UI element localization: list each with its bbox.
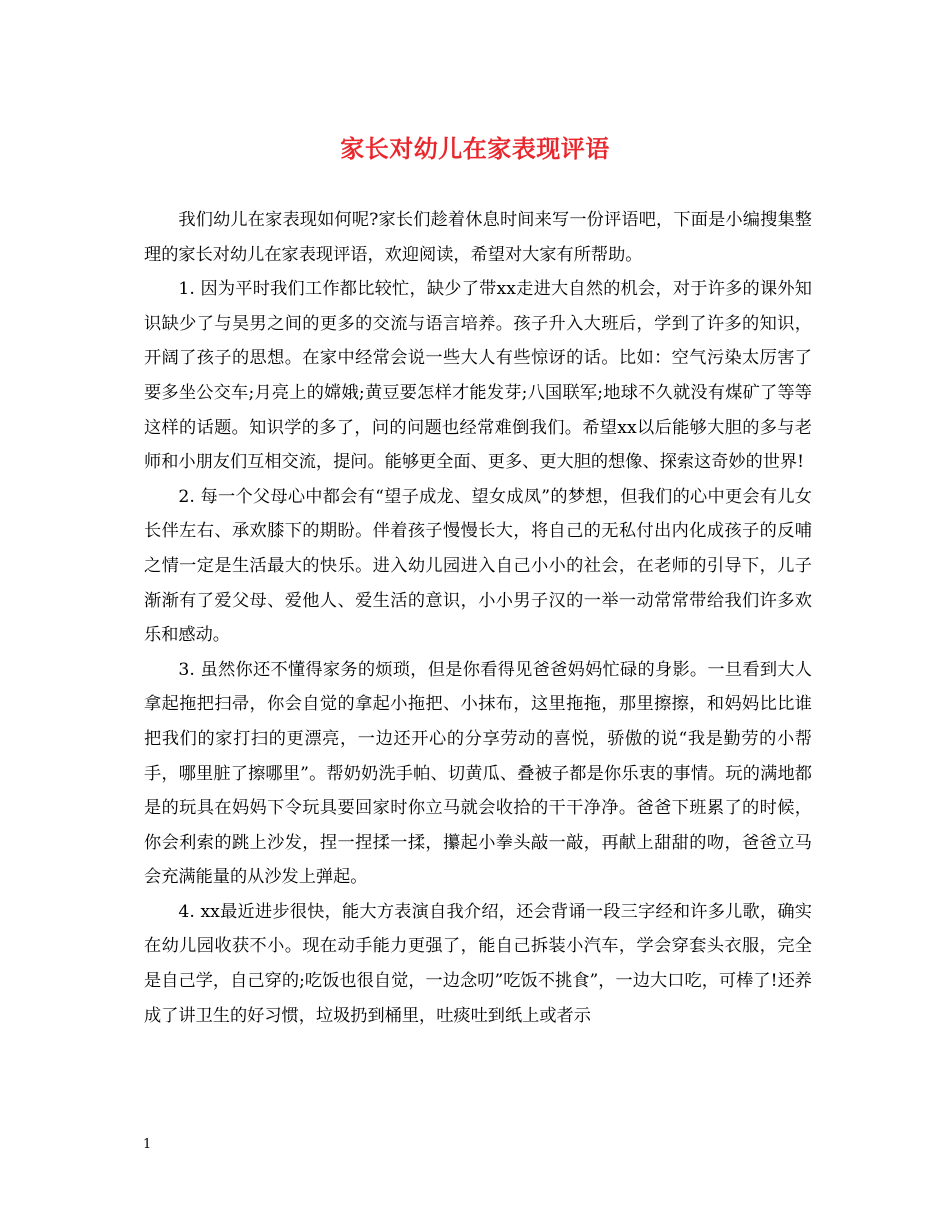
paragraph-item-4: 4. xx最近进步很快，能大方表演自我介绍，还会背诵一段三字经和许多儿歌，确实在幼儿园收获不小。现在动手能力更强了，能自己拆装小汽车，学会穿套头衣服，完全是自己学，自己穿的;吃饭也很自觉，一边念叨”吃饭不挑食”，一边大口吃，可棒了!还养成了讲卫生的好习惯，垃圾扔到桶里，吐痰吐到纸上或者示 bbox=[144, 901, 812, 1026]
page-number: 1 bbox=[143, 1137, 152, 1152]
document-title: 家长对幼儿在家表现评语 bbox=[340, 134, 610, 163]
paragraph-intro: 我们幼儿在家表现如何呢?家长们趁着休息时间来写一份评语吧，下面是小编搜集整理的家长对幼儿在家表现评语，欢迎阅读，希望对大家有所帮助。 bbox=[144, 210, 812, 265]
paragraph-item-3: 3. 虽然你还不懂得家务的烦琐，但是你看得见爸爸妈妈忙碌的身影。一旦看到大人拿起拖把扫帚，你会自觉的拿起小拖把、小抹布，这里拖拖，那里擦擦，和妈妈比比谁把我们的家打扫的更漂亮，一边还开心的分享劳动的喜悦，骄傲的说“我是勤劳的小帮手，哪里脏了擦哪里”。帮奶奶洗手帕、切黄瓜、叠被子都是你乐衷的事情。玩的满地都是的玩具在妈妈下令玩具要回家时你立马就会收拾的干干净净。爸爸下班累了的时候，你会利索的跳上沙发，捏一捏揉一揉，攥起小拳头敲一敲，再献上甜甜的吻，爸爸立马会充满能量的从沙发上弹起。 bbox=[144, 659, 812, 888]
paragraph-item-1: 1. 因为平时我们工作都比较忙，缺少了带xx走进大自然的机会，对于许多的课外知识缺少了与昊男之间的更多的交流与语言培养。孩子升入大班后，学到了许多的知识，开阔了孩子的思想。在家中经常会说一些大人有些惊讶的话。比如：空气污染太厉害了要多坐公交车;月亮上的嫦娥;黄豆要怎样才能发芽;八国联军;地球不久就没有煤矿了等等这样的话题。知识学的多了，问的问题也经常难倒我们。希望xx以后能够大胆的多与老师和小朋友们互相交流，提问。能够更全面、更多、更大胆的想像、探索这奇妙的世界! bbox=[144, 279, 812, 473]
paragraph-item-2: 2. 每一个父母心中都会有“望子成龙、望女成凤”的梦想，但我们的心中更会有儿女长伴左右、承欢膝下的期盼。伴着孩子慢慢长大，将自己的无私付出内化成孩子的反哺之情一定是生活最大的快乐。进入幼儿园进入自己小小的社会，在老师的引导下，儿子渐渐有了爱父母、爱他人、爱生活的意识，小小男子汉的一举一动常常带给我们许多欢乐和感动。 bbox=[144, 486, 812, 646]
document-body bbox=[144, 203, 812, 1033]
